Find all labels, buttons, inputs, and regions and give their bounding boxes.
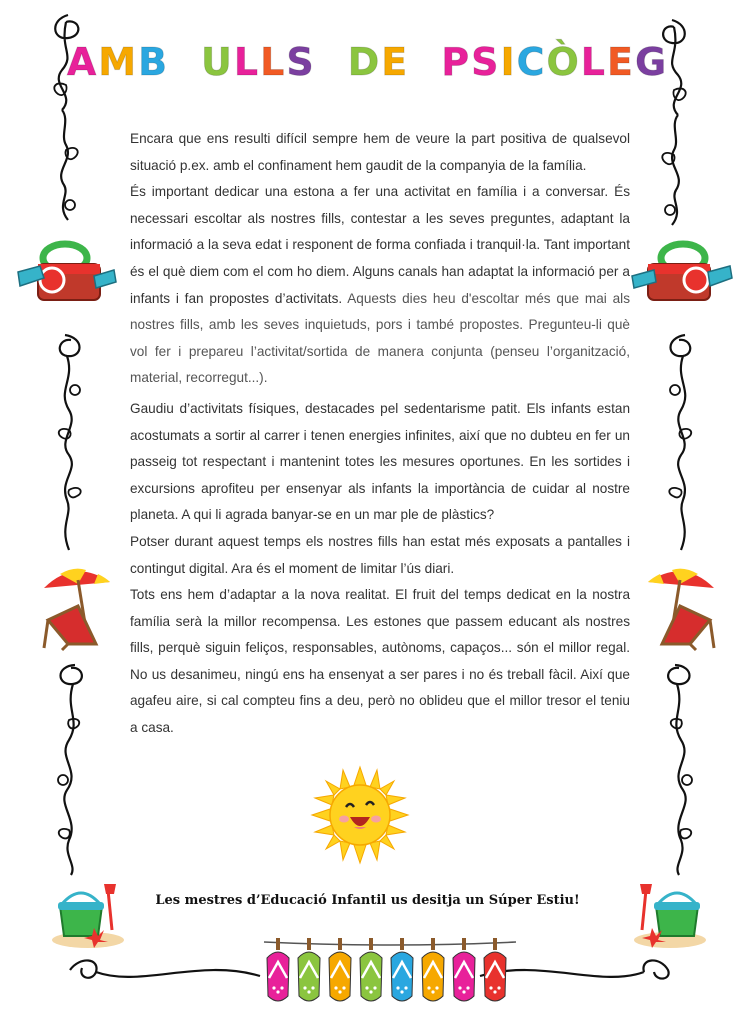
beach-bag-illustration-left [10,236,120,306]
flipflop [484,938,506,1001]
beach-umbrella-chair-left [38,562,118,652]
flipflop [360,938,382,1001]
title-word: ULLS [201,40,316,84]
right-swirl-border-bottom [655,660,705,880]
paragraph-intro: Encara que ens resulti difícil sempre hem de veure la part positiva de qualsevol situació p.ex. amb el confinament hem gaudit de la companyia de la família. [130,131,630,173]
left-swirl-border-middle [45,330,95,555]
paragraph-family-time-tips: Aquests dies heu d'escoltar més que mai als nostres fills, amb les seves inquietuds, pors i també propostes. Pregunteu-li què vol fer i prepareu l’activitat/sortida de manera conjunta (penseu l’organització, material, recorregut...). [130,290,630,386]
paragraph-screens: Potser durant aquest temps els nostres fills han estat més exposats a pantalles i contingut digital. Ara és el moment de limitar l’ús diari. [130,533,630,576]
closing-message: Les mestres d’Educació Infantil us desitja un Súper Estiu! [155,893,580,908]
article-body [130,126,630,742]
beach-umbrella-chair-right [640,562,720,652]
paragraph-new-reality: Tots ens hem d’adaptar a la nova realitat. El fruit del temps dedicat en la nostra família serà la millor recompensa. Les estones que passem educant als nostres fills, perquè siguin feliços, responsables, autònoms, capaços... són el millor regal. No us desanimeu, ningú ens ha ensenyat a ser pares i no és treball fàcil. Així que agafeu aire, si cal compteu fins a deu, però no oblideu que el millor tresor el teniu a casa. [130,587,630,736]
flipflop [298,938,320,1001]
left-swirl-border-bottom [45,660,95,880]
flipflop [329,938,351,1001]
paragraph-physical-activity: Gaudiu d’activitats físiques, destacades pel sedentarisme patit. Els infants estan acostumats a sortir al carrer i tenen energies infinites, així que no dubteu en fer un passeig tot respectant i mantenint totes les mesures oportunes. En les sortides i excursions aprofiteu per ensenyar als infants la importància de cuidar al nostre planeta. A qui li agrada banyar-se en un mar ple de plàstics? [130,400,630,523]
title-word: AMB [66,40,170,84]
beach-bag-illustration-right [628,236,735,306]
flipflop [391,938,413,1001]
paragraph-family-time [130,179,630,392]
paragraph-family-time-text: És important dedicar una estona a fer una activitat en família i a conversar. És necessari escoltar als nostres fills, contestar a les seves preguntes, adaptant la informació a la seva edat i responent de forma confiada i tranquil·la. Tant important és el què diem com el com ho diem. Alguns canals han adaptat la informació per a infants i fan propostes d’activitats. [130,184,630,306]
right-swirl-border-middle [655,330,705,555]
flipflop [453,938,475,1001]
smiling-sun-illustration [310,765,410,865]
flipflop [422,938,444,1001]
flipflop [267,938,289,1001]
left-swirl-border-top [40,10,90,225]
page-title [0,40,735,94]
sand-bucket-left [48,880,128,950]
flipflop-clothesline [260,934,520,1010]
title-word: PSICÒLEG [441,40,669,84]
sand-bucket-right [630,880,710,950]
title-word: DE [347,40,410,84]
right-swirl-border-top [650,15,700,230]
